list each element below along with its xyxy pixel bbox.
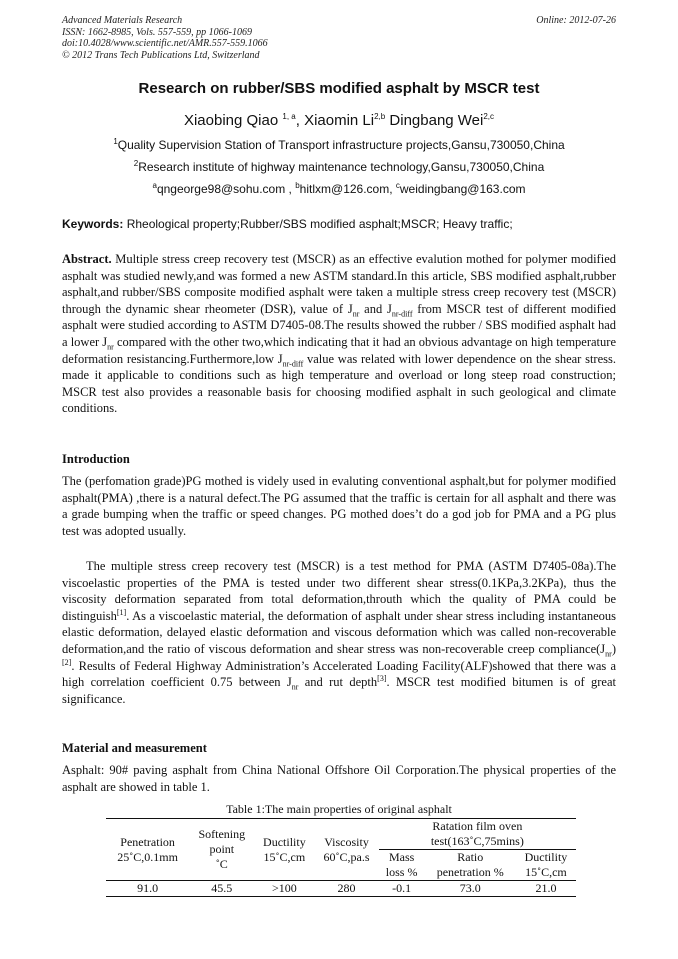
header-ratio: Ratio (457, 850, 484, 864)
affiliation-1: $^1$Quality Supervision Station of Transport infrastructure projects,Gansu,730050,China (113, 137, 565, 152)
author-sup: 2,c (483, 112, 495, 121)
abstract: Abstract. Multiple stress creep recovery test (MSCR) as an effective evalution mothed for polymer modified asphalt was studied newly,and was formed a new ASTM standard.In this article, SBS modified asphalt,rubber asphalt,and rubber/SBS composite modified asphalt were taken a multiple stress creep recovery test (MSCR) through the dynamic shear rheometer (DSR), value of $J_{nr}$ and $J_{nr-diff}$ from MSCR test of different modified asphalt were studied according to ASTM D7405-08.The results showed the rubber / SBS modified asphalt had a lower $J_{nr}$ compared with the other two,which indicating that it had an obvious advantage on high temperature deformation resistancing.Furthermore,low $J_{nr-diff}$ value was related with lower dependence on the shear stress. made it applicable to conditions such as high temperature and overload or long steep road construction; MSCR test also provides a reasonable basis for choosing modified asphalt in such geological and climate conditions. (62, 252, 616, 416)
issn-line: ISSN: 1662-8985, Vols. 557-559, pp 1066-1069 (62, 26, 252, 38)
material-heading: Material and measurement (62, 741, 207, 755)
abstract-label: Abstract. (62, 252, 112, 266)
cell-penetration: 91.0 (106, 881, 189, 897)
header-viscosity: Viscosity 60˚C,pa.s (314, 819, 378, 881)
header-mass: Mass (388, 850, 415, 864)
citation[interactable]: [3] (377, 674, 387, 683)
email-link[interactable]: hitlxm@126.com, (299, 182, 396, 196)
keywords (62, 217, 616, 231)
keywords-label: Keywords: (62, 217, 124, 231)
journal-header (62, 15, 616, 61)
email-link[interactable]: qngeorge98@sohu.com , (156, 182, 292, 196)
cell-ratio: 73.0 (425, 881, 516, 897)
header-penetration: Penetration 25˚C,0.1mm (106, 819, 189, 881)
paper-title: Research on rubber/SBS modified asphalt by MSCR test (138, 80, 540, 97)
cell-ductility-2: 21.0 (516, 881, 576, 897)
introduction-para-1: The (perfomation grade)PG mothed is videly used in evaluting conventional asphalt,but for polymer modified asphalt(PMA) ,there is a natural defect.The PG assumed that the traffic is certain for all asphalt and there was a grade bumping when the traffic or speed changes. PG mothed does’t do a god job for PMA and a PG plus test was adopted usually. (62, 474, 616, 538)
header-ductility-2-unit: 15˚C,cm (516, 865, 576, 881)
header-ductility: Ductility 15˚C,cm (254, 819, 314, 881)
properties-table (106, 818, 576, 897)
cell-ductility: >100 (254, 881, 314, 897)
email-link[interactable]: weidingbang@163.com (399, 182, 526, 196)
copyright-line: © 2012 Trans Tech Publications Ltd, Switzerland (62, 49, 260, 61)
author-sup: 2,b (374, 112, 386, 121)
table-caption: Table 1:The main properties of original asphalt (226, 802, 452, 816)
introduction-para-2: The multiple stress creep recovery test (MSCR) is a test method for PMA (ASTM D7405-08a).The viscoelastic properties of the PMA is tested under two different shear stress(0.1KPa,3.2KPa), thus the viscosity deformation separated from total deformation,throuth which the quality of PMA could be distinguish[1]. As a viscoelastic material, the deformation of asphalt under shear stress including instantaneous elastic deformation, delayed elastic deformation and viscous deformation which was called non-recoverable deformation,and the ratio of viscous deformation and shear stress was non-recoverable creep $compliance(J_{nr})$ [2]. Results of Federal Highway Administration’s Accelerated Loading Facility(ALF)showed that there was a high correlation coefficient 0.75 between $J_{nr}$ and rut depth[3]. MSCR test modified bitumen is of great significance. (62, 559, 616, 706)
author-emails: $^a$qngeorge98@sohu.com , $^b$hitlxm@126.com, $^c$weidingbang@163.com (152, 181, 526, 196)
journal-name: Advanced Materials Research (62, 15, 183, 26)
author-name: Xiaobing Qiao (183, 112, 279, 129)
cell-softening: 45.5 (189, 881, 254, 897)
header-rtfo: Ratation film oven test(163˚C,75mins) (379, 819, 576, 850)
author-name: Xiaomin Li (304, 112, 375, 129)
header-mass-unit: loss % (379, 865, 425, 881)
material-para: Asphalt: 90# paving asphalt from China National Offshore Oil Corporation.The physical properties of the asphalt are showed in table 1. (62, 763, 616, 794)
header-softening: Softening point ˚C (189, 819, 254, 881)
introduction-heading: Introduction (62, 452, 130, 466)
doi-line: doi:10.4028/www.scientific.net/AMR.557-559.1066 (62, 38, 268, 49)
author-list: Xiaobing Qiao $^{1, a}$, Xiaomin Li$^{2,b}$ Dingbang Wei$^{2,c}$ (183, 112, 495, 129)
cell-viscosity: 280 (314, 881, 378, 897)
header-ductility-2: Ductility (524, 850, 568, 864)
author-name: Dingbang Wei (389, 112, 484, 129)
online-date: Online: 2012-07-26 (536, 15, 616, 26)
keywords-text: Rheological property;Rubber/SBS modified asphalt;MSCR; Heavy traffic; (123, 217, 513, 231)
author-sup: 1, a (282, 112, 296, 121)
header-ratio-unit: penetration % (425, 865, 516, 881)
citation[interactable]: [1] (116, 607, 127, 617)
affiliation-2: $^2$Research institute of highway maintenance technology,Gansu,730050,China (133, 159, 545, 174)
citation[interactable]: [2] (62, 657, 72, 667)
cell-mass-loss: -0.1 (379, 881, 425, 897)
table-row (106, 881, 576, 897)
